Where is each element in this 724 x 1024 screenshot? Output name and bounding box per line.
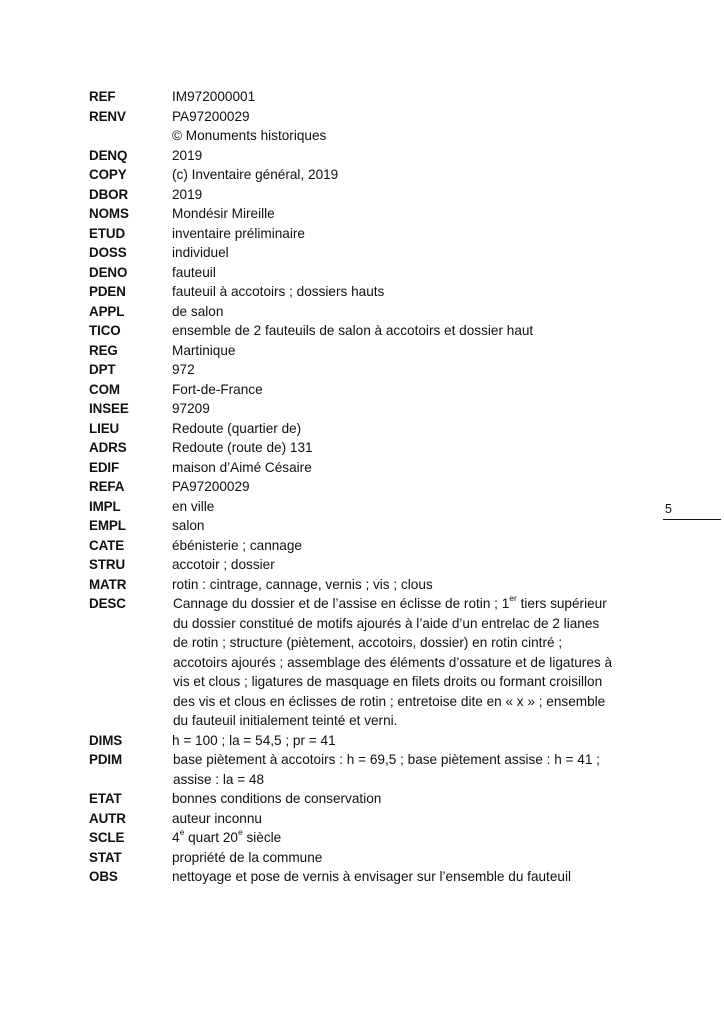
field-value-pdim: [172, 750, 652, 789]
field-value-edif: [172, 458, 652, 478]
field-value-line: 97209: [172, 401, 210, 416]
field-key-desc: DESC: [89, 596, 126, 611]
field-value-line: Mondésir Mireille: [172, 206, 275, 221]
field-key-com: COM: [89, 381, 120, 397]
field-value-renv: [172, 107, 652, 146]
field-value-line: Cannage du dossier et de l’assise en éclisse de rotin ; 1er tiers supérieur: [173, 593, 607, 611]
field-value-line: vis et clous ; ligatures de masquage en filets droits ou formant croisillon: [173, 674, 603, 689]
field-key-dpt: DPT: [89, 362, 116, 377]
field-value-line: PA97200029: [172, 479, 250, 494]
superscript: er: [509, 593, 517, 604]
field-key-empl: EMPL: [89, 518, 126, 533]
field-value-line: nettoyage et pose de vernis à envisager sur l’ensemble du fauteuil: [172, 869, 571, 884]
page-number: 5: [663, 502, 721, 520]
field-value-copy: [172, 165, 652, 185]
field-value-autr: [172, 809, 652, 829]
field-value-line: de rotin ; structure (piètement, accotoirs, dossier) en rotin cintré ;: [173, 635, 563, 650]
field-value-line: auteur inconnu: [172, 810, 262, 826]
superscript: e: [237, 827, 243, 838]
field-key-doss: DOSS: [89, 245, 127, 260]
field-value-lieu: [172, 419, 652, 439]
field-value-line: du fauteuil initialement teinté et verni.: [173, 713, 398, 728]
field-value-line: individuel: [172, 245, 229, 260]
field-value-line: Redoute (route de) 131: [172, 440, 313, 455]
field-value-line: des vis et clous en éclisses de rotin ; entretoise dite en « x » ; ensemble: [173, 693, 606, 709]
field-value-line: accotoir ; dossier: [172, 557, 275, 572]
field-value-cate: [172, 536, 652, 556]
field-value-matr: [172, 575, 652, 595]
field-key-ref: REF: [89, 89, 116, 104]
field-key-appl: APPL: [89, 303, 125, 319]
field-key-insee: INSEE: [89, 401, 129, 416]
field-value-line: inventaire préliminaire: [172, 225, 305, 241]
field-key-tico: TICO: [89, 323, 121, 338]
field-value-line: Martinique: [172, 342, 236, 358]
field-value-line: 2019: [172, 186, 203, 202]
field-value-line: Redoute (quartier de): [172, 420, 302, 436]
field-value-line: base piètement à accotoirs : h = 69,5 ; base piètement assise : h = 41 ;: [173, 752, 600, 767]
field-value-line: 972: [172, 362, 195, 377]
field-value-etud: [172, 224, 652, 244]
field-value-refa: [172, 477, 652, 497]
field-key-renv: RENV: [89, 108, 126, 124]
field-value-stat: [172, 848, 652, 868]
field-value-appl: [172, 302, 652, 322]
field-key-edif: EDIF: [89, 459, 120, 475]
field-value-dims: [172, 731, 652, 751]
field-key-adrs: ADRS: [89, 440, 127, 455]
field-key-autr: AUTR: [89, 810, 126, 826]
field-value-reg: [172, 341, 652, 361]
field-value-insee: [172, 399, 652, 419]
field-value-line: Fort-de-France: [172, 381, 263, 397]
field-value-com: [172, 380, 652, 400]
field-value-adrs: [172, 438, 652, 458]
field-key-pdim: PDIM: [89, 752, 123, 767]
field-key-denq: DENQ: [89, 147, 128, 163]
field-value-line: assise : la = 48: [173, 771, 265, 787]
field-key-noms: NOMS: [89, 206, 129, 221]
field-value-tico: [172, 321, 652, 341]
field-value-line: de salon: [172, 303, 224, 319]
field-value-line: propriété de la commune: [172, 849, 323, 865]
field-value-line: h = 100 ; la = 54,5 ; pr = 41: [172, 732, 336, 748]
field-value-dbor: [172, 185, 652, 205]
field-key-etud: ETUD: [89, 225, 126, 241]
field-value-impl: [172, 497, 652, 517]
field-value-line: PA97200029: [172, 108, 250, 124]
field-key-stru: STRU: [89, 557, 126, 572]
field-key-reg: REG: [89, 342, 118, 358]
field-value-etat: [172, 789, 652, 809]
field-value-empl: [172, 516, 652, 536]
field-key-cate: CATE: [89, 537, 125, 553]
field-value-deno: [172, 263, 652, 283]
field-value-line: salon: [172, 518, 205, 533]
field-value-line: (c) Inventaire général, 2019: [172, 167, 339, 182]
field-key-refa: REFA: [89, 479, 125, 494]
field-key-etat: ETAT: [89, 791, 122, 806]
field-value-stru: [172, 555, 652, 575]
field-key-lieu: LIEU: [89, 420, 120, 436]
field-value-line: ensemble de 2 fauteuils de salon à accotoirs et dossier haut: [172, 323, 534, 338]
field-key-deno: DENO: [89, 264, 128, 280]
field-value-line: bonnes conditions de conservation: [172, 791, 382, 806]
field-value-line: 2019: [172, 147, 203, 163]
field-value-ref: [172, 87, 652, 107]
field-key-impl: IMPL: [89, 498, 121, 514]
field-value-line: IM972000001: [172, 89, 256, 104]
field-value-line: rotin : cintrage, cannage, vernis ; vis ; clous: [172, 576, 433, 592]
field-value-doss: [172, 243, 652, 263]
inventory-record: [89, 87, 649, 887]
superscript: e: [179, 827, 185, 838]
field-key-matr: MATR: [89, 576, 127, 592]
field-key-stat: STAT: [89, 849, 122, 865]
field-key-obs: OBS: [89, 869, 118, 884]
field-key-dbor: DBOR: [89, 186, 129, 202]
field-value-line: ébénisterie ; cannage: [172, 537, 302, 553]
field-value-line: © Monuments historiques: [172, 128, 327, 143]
field-value-dpt: [172, 360, 652, 380]
field-value-obs: [172, 867, 652, 887]
field-key-pden: PDEN: [89, 284, 126, 299]
field-value-line: du dossier constitué de motifs ajourés à l’aide d’un entrelac de 2 lianes: [173, 615, 600, 631]
field-key-scle: SCLE: [89, 830, 125, 845]
field-value-desc: [172, 594, 652, 731]
field-value-line: en ville: [172, 498, 215, 514]
field-value-line: fauteuil à accotoirs ; dossiers hauts: [172, 284, 385, 299]
field-value-line: maison d’Aimé Césaire: [172, 459, 312, 475]
field-value-noms: [172, 204, 652, 224]
field-key-copy: COPY: [89, 167, 127, 182]
field-value-line: accotoirs ajourés ; assemblage des éléments d’ossature et de ligatures à: [173, 654, 613, 670]
field-value-pden: [172, 282, 652, 302]
field-value-line: 4e quart 20e siècle: [172, 827, 282, 845]
field-value-denq: [172, 146, 652, 166]
field-value-scle: [172, 828, 652, 848]
field-key-dims: DIMS: [89, 732, 123, 748]
field-value-line: fauteuil: [172, 264, 216, 280]
